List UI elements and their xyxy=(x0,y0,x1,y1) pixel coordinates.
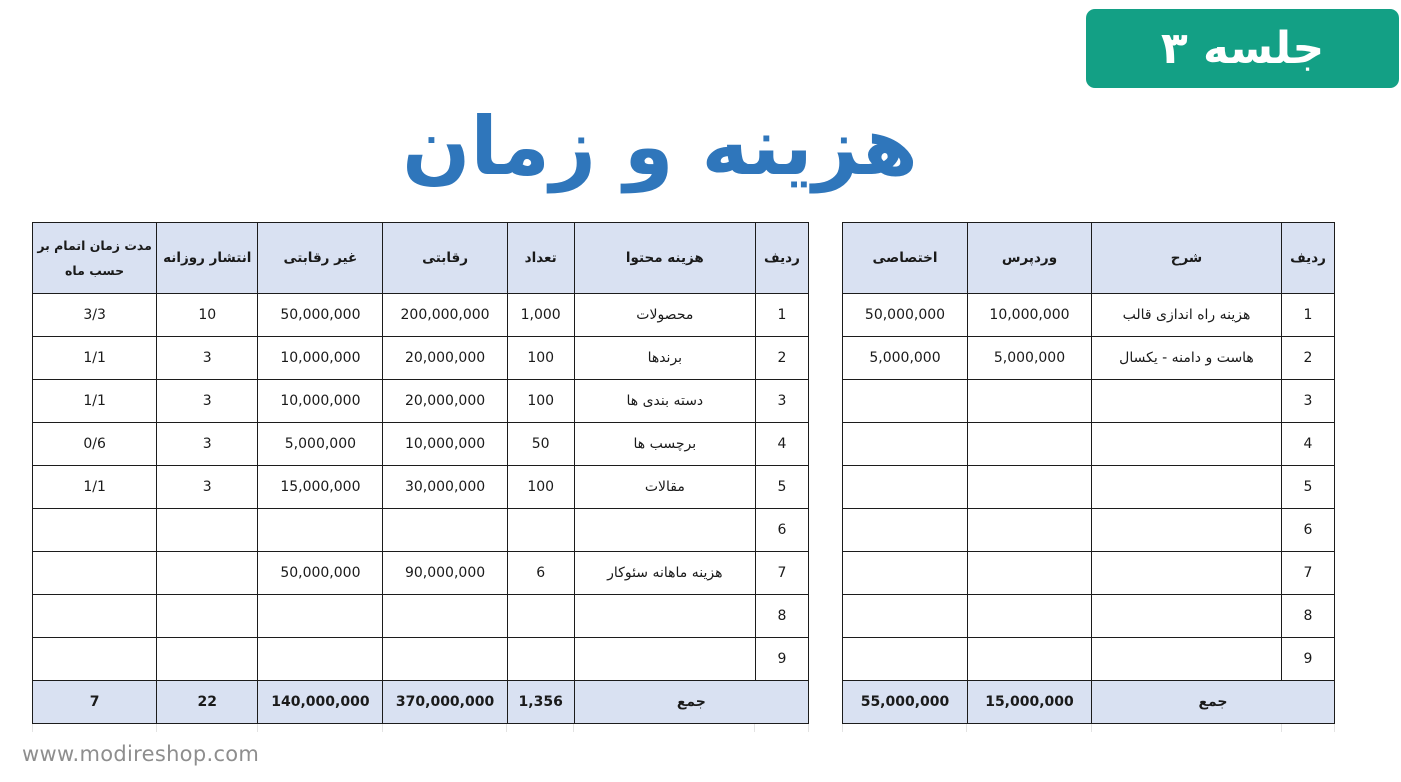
cell-row-number: 8 xyxy=(1282,595,1335,638)
header-completion-months: مدت زمان اتمام بر حسب ماه xyxy=(33,223,157,294)
cell-non-competitive: 10,000,000 xyxy=(258,337,383,380)
cell-description xyxy=(1092,423,1282,466)
cell-competitive: 200,000,000 xyxy=(383,294,507,337)
cell-wordpress xyxy=(968,638,1092,681)
cell-custom xyxy=(843,638,968,681)
cell-competitive: 90,000,000 xyxy=(383,552,507,595)
header-competitive: رقابتی xyxy=(383,223,507,294)
total-custom: 55,000,000 xyxy=(843,681,968,724)
cell-non-competitive: 50,000,000 xyxy=(258,294,383,337)
cell-row-number: 8 xyxy=(755,595,808,638)
site-watermark: www.modireshop.com xyxy=(22,742,260,766)
total-months: 7 xyxy=(33,681,157,724)
cell-count: 100 xyxy=(507,466,574,509)
cell-content-cost: محصولات xyxy=(574,294,755,337)
cell-wordpress xyxy=(968,552,1092,595)
cell-row-number: 4 xyxy=(755,423,808,466)
cell-count xyxy=(507,595,574,638)
total-wordpress: 15,000,000 xyxy=(968,681,1092,724)
cell-count: 100 xyxy=(507,337,574,380)
cell-description xyxy=(1092,552,1282,595)
table-row xyxy=(33,638,809,681)
cell-completion-months xyxy=(33,552,157,595)
cell-custom: 5,000,000 xyxy=(843,337,968,380)
cell-wordpress xyxy=(968,380,1092,423)
cell-count: 1,000 xyxy=(507,294,574,337)
header-custom: اختصاصی xyxy=(843,223,968,294)
table-row xyxy=(33,509,809,552)
cell-competitive: 10,000,000 xyxy=(383,423,507,466)
cell-completion-months: 0/6 xyxy=(33,423,157,466)
cell-non-competitive xyxy=(258,638,383,681)
cell-description xyxy=(1092,509,1282,552)
cell-daily-publish: 3 xyxy=(157,337,258,380)
cell-row-number: 2 xyxy=(1282,337,1335,380)
table-row xyxy=(843,294,1335,337)
cell-wordpress xyxy=(968,466,1092,509)
cell-non-competitive xyxy=(258,509,383,552)
table-row xyxy=(843,380,1335,423)
cell-count: 100 xyxy=(507,380,574,423)
header-content-cost: هزینه محتوا xyxy=(574,223,755,294)
cell-competitive xyxy=(383,509,507,552)
header-daily-publish: انتشار روزانه xyxy=(157,223,258,294)
cell-completion-months: 3/3 xyxy=(33,294,157,337)
table-row xyxy=(843,337,1335,380)
cell-content-cost xyxy=(574,638,755,681)
total-daily-publish: 22 xyxy=(157,681,258,724)
cell-wordpress: 10,000,000 xyxy=(968,294,1092,337)
total-label: جمع xyxy=(1092,681,1335,724)
cell-count: 50 xyxy=(507,423,574,466)
table-row xyxy=(33,552,809,595)
content-table-header-row xyxy=(33,223,809,294)
header-wordpress: وردپرس xyxy=(968,223,1092,294)
session-badge-label: جلسه ۳ xyxy=(1160,23,1325,74)
cell-wordpress xyxy=(968,509,1092,552)
setup-table-header-row xyxy=(843,223,1335,294)
cell-description xyxy=(1092,638,1282,681)
cell-non-competitive: 15,000,000 xyxy=(258,466,383,509)
cell-row-number: 3 xyxy=(1282,380,1335,423)
cell-custom xyxy=(843,509,968,552)
cell-row-number: 6 xyxy=(1282,509,1335,552)
setup-cost-table xyxy=(842,222,1335,724)
cell-row-number: 5 xyxy=(1282,466,1335,509)
total-label: جمع xyxy=(574,681,808,724)
cell-row-number: 1 xyxy=(755,294,808,337)
cell-count: 6 xyxy=(507,552,574,595)
cell-daily-publish: 3 xyxy=(157,466,258,509)
cell-custom xyxy=(843,595,968,638)
cell-content-cost xyxy=(574,509,755,552)
total-non-competitive: 140,000,000 xyxy=(258,681,383,724)
table-row xyxy=(33,466,809,509)
cell-competitive: 20,000,000 xyxy=(383,380,507,423)
cell-daily-publish xyxy=(157,595,258,638)
table-row xyxy=(843,638,1335,681)
cell-daily-publish: 10 xyxy=(157,294,258,337)
session-badge xyxy=(1086,9,1399,88)
cell-completion-months xyxy=(33,638,157,681)
cell-description xyxy=(1092,466,1282,509)
cell-completion-months: 1/1 xyxy=(33,337,157,380)
cell-daily-publish xyxy=(157,552,258,595)
cell-custom xyxy=(843,466,968,509)
cell-competitive xyxy=(383,595,507,638)
cell-row-number: 9 xyxy=(755,638,808,681)
cell-custom: 50,000,000 xyxy=(843,294,968,337)
table-row xyxy=(843,423,1335,466)
table-row xyxy=(33,380,809,423)
cell-custom xyxy=(843,380,968,423)
total-count: 1,356 xyxy=(507,681,574,724)
cell-wordpress: 5,000,000 xyxy=(968,337,1092,380)
header-description: شرح xyxy=(1092,223,1282,294)
cell-daily-publish: 3 xyxy=(157,380,258,423)
cell-wordpress xyxy=(968,595,1092,638)
cell-competitive: 20,000,000 xyxy=(383,337,507,380)
cell-row-number: 1 xyxy=(1282,294,1335,337)
table-row xyxy=(843,466,1335,509)
total-competitive: 370,000,000 xyxy=(383,681,507,724)
cell-content-cost: برچسب ها xyxy=(574,423,755,466)
table-row xyxy=(33,595,809,638)
cell-description: هاست و دامنه - یکسال xyxy=(1092,337,1282,380)
table-row xyxy=(843,595,1335,638)
cell-row-number: 6 xyxy=(755,509,808,552)
cell-content-cost: برندها xyxy=(574,337,755,380)
cell-description xyxy=(1092,380,1282,423)
table-row xyxy=(843,509,1335,552)
content-table-total-row xyxy=(33,681,809,724)
cell-daily-publish: 3 xyxy=(157,423,258,466)
cell-competitive: 30,000,000 xyxy=(383,466,507,509)
cell-content-cost xyxy=(574,595,755,638)
cell-non-competitive: 10,000,000 xyxy=(258,380,383,423)
table-row xyxy=(33,337,809,380)
cell-row-number: 9 xyxy=(1282,638,1335,681)
table-row xyxy=(33,294,809,337)
cell-non-competitive xyxy=(258,595,383,638)
cell-completion-months xyxy=(33,509,157,552)
cell-count xyxy=(507,638,574,681)
page-title: هزینه و زمان xyxy=(402,100,918,193)
setup-table-total-row xyxy=(843,681,1335,724)
cell-row-number: 7 xyxy=(755,552,808,595)
cell-competitive xyxy=(383,638,507,681)
cell-row-number: 7 xyxy=(1282,552,1335,595)
cell-row-number: 5 xyxy=(755,466,808,509)
cell-content-cost: هزینه ماهانه سئوکار xyxy=(574,552,755,595)
cell-daily-publish xyxy=(157,638,258,681)
cell-description: هزینه راه اندازی قالب xyxy=(1092,294,1282,337)
header-row-number: ردیف xyxy=(755,223,808,294)
cell-wordpress xyxy=(968,423,1092,466)
cell-completion-months xyxy=(33,595,157,638)
cell-content-cost: مقالات xyxy=(574,466,755,509)
cell-non-competitive: 50,000,000 xyxy=(258,552,383,595)
cell-non-competitive: 5,000,000 xyxy=(258,423,383,466)
cell-count xyxy=(507,509,574,552)
cell-row-number: 2 xyxy=(755,337,808,380)
cell-custom xyxy=(843,423,968,466)
header-count: تعداد xyxy=(507,223,574,294)
header-row-number: ردیف xyxy=(1282,223,1335,294)
cell-completion-months: 1/1 xyxy=(33,466,157,509)
header-non-competitive: غیر رقابتی xyxy=(258,223,383,294)
cell-row-number: 4 xyxy=(1282,423,1335,466)
cell-daily-publish xyxy=(157,509,258,552)
table-row xyxy=(843,552,1335,595)
cell-row-number: 3 xyxy=(755,380,808,423)
table-row xyxy=(33,423,809,466)
cell-custom xyxy=(843,552,968,595)
cell-content-cost: دسته بندی ها xyxy=(574,380,755,423)
content-cost-table xyxy=(32,222,809,724)
cell-completion-months: 1/1 xyxy=(33,380,157,423)
cell-description xyxy=(1092,595,1282,638)
